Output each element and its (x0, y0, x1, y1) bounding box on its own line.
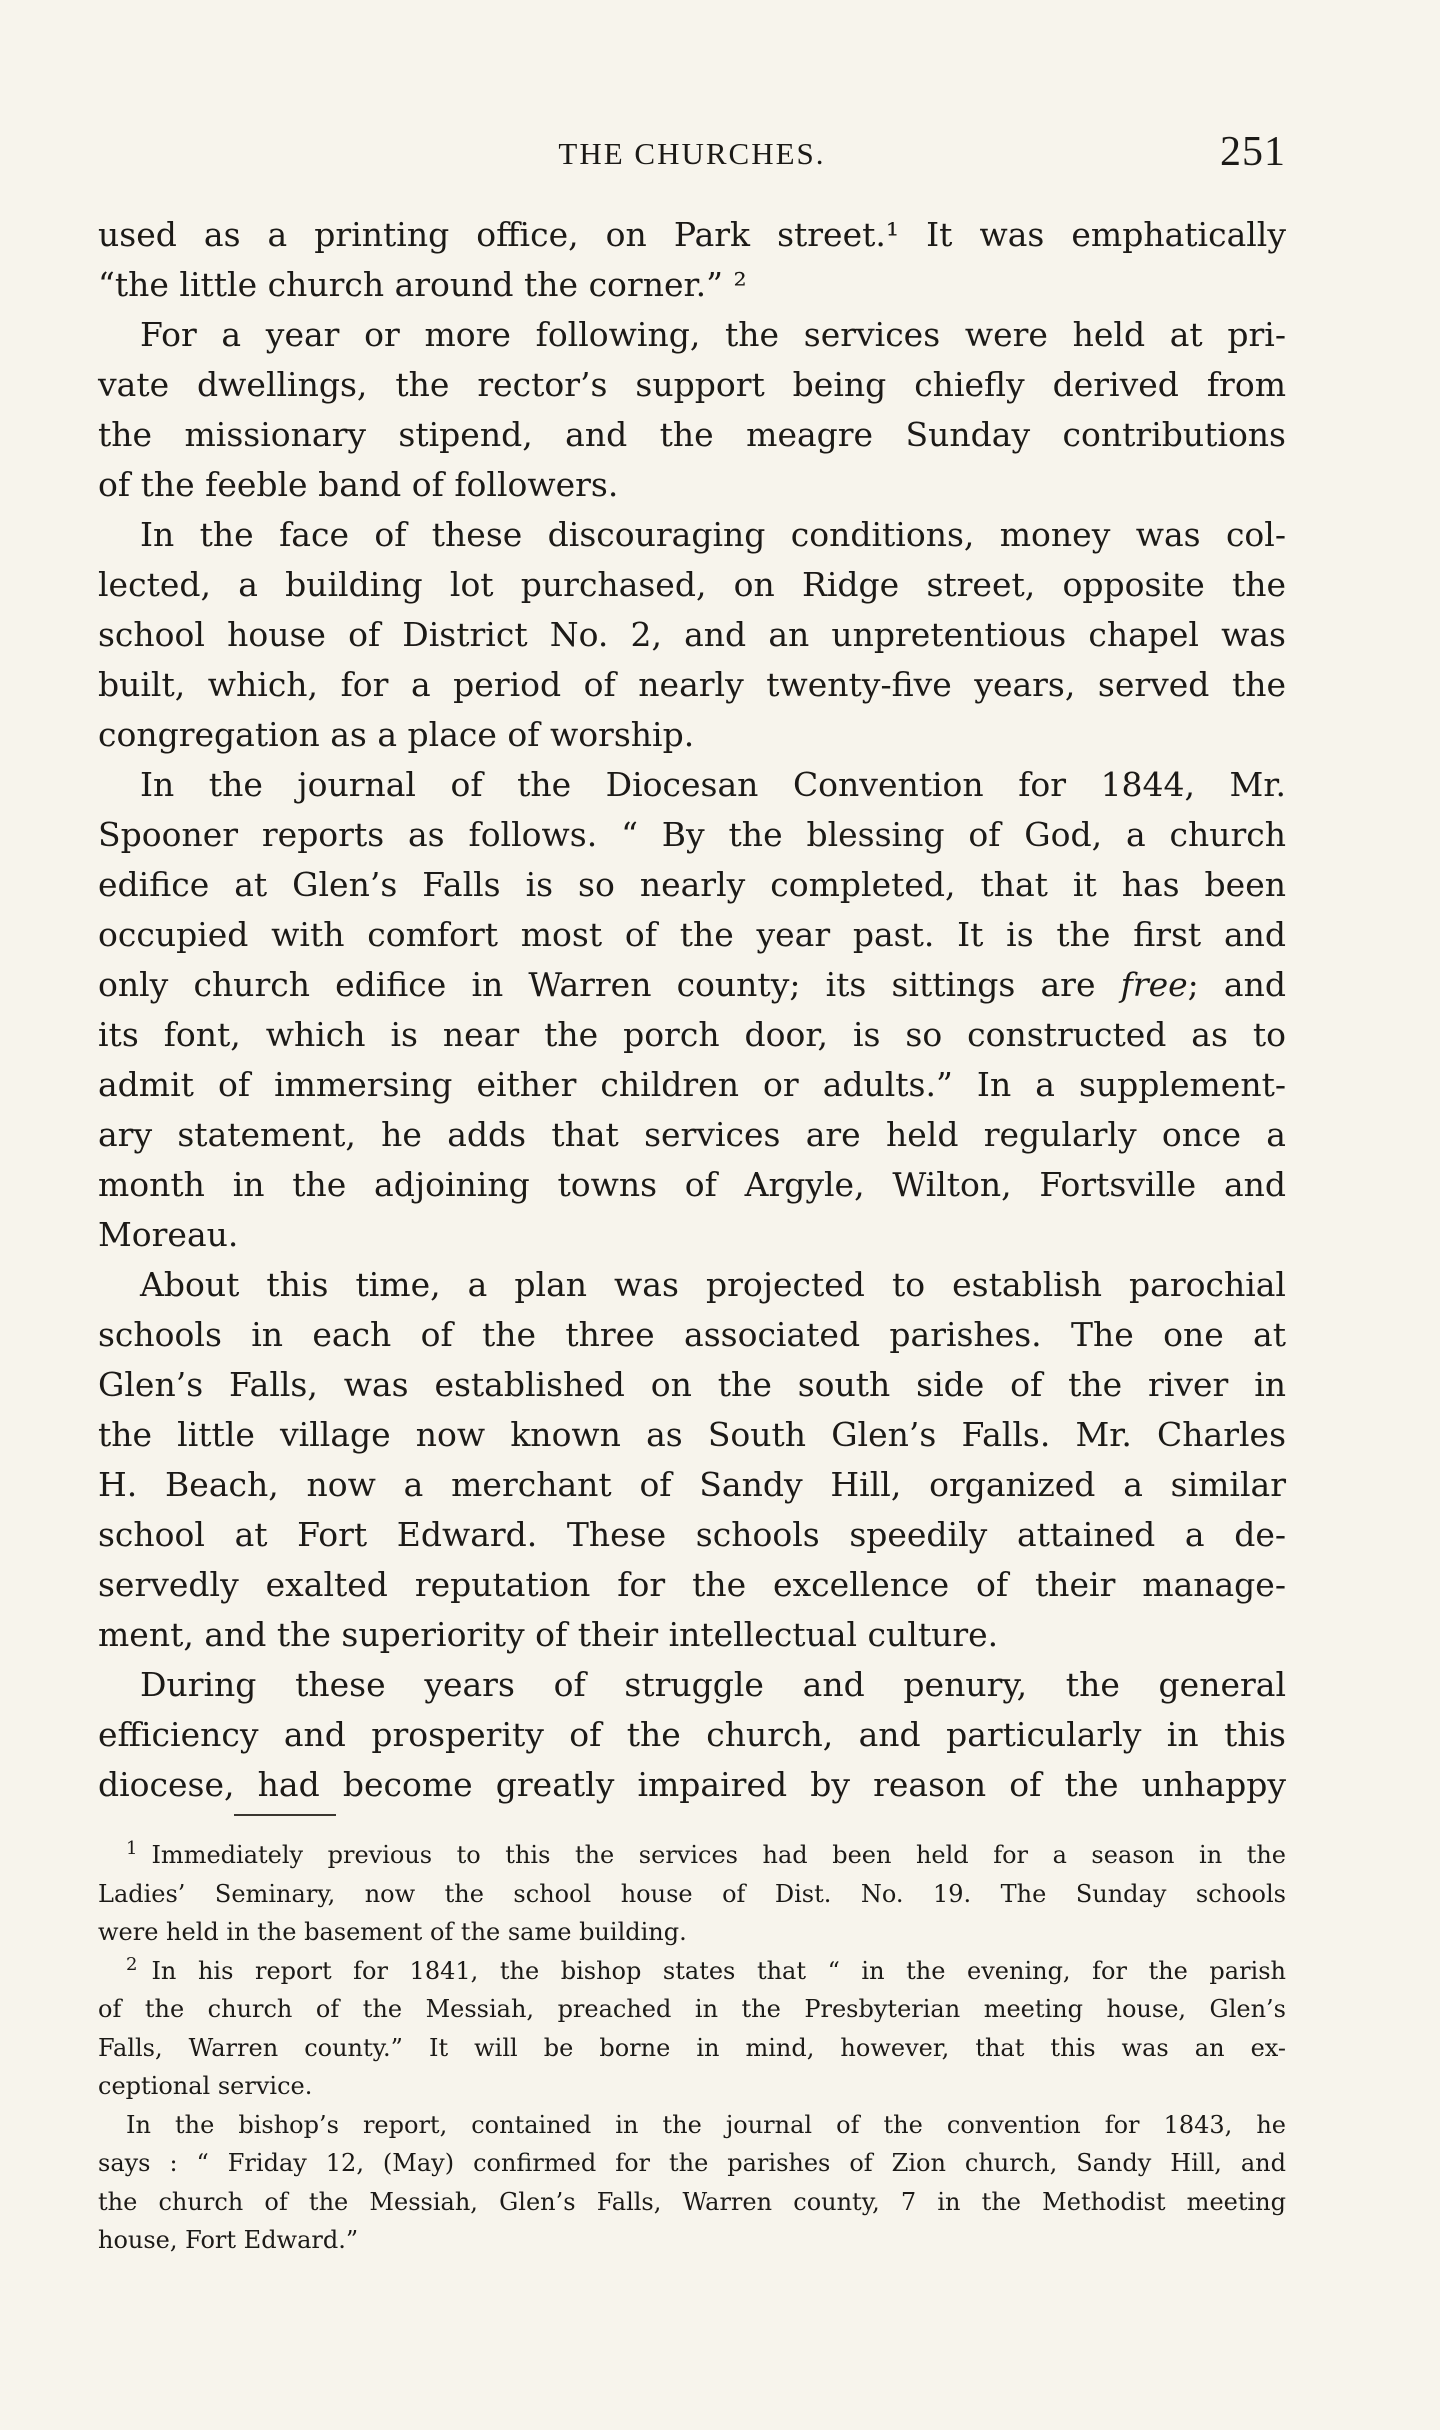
text-line: H. Beach, now a merchant of Sandy Hill, organized a similar (98, 1465, 1286, 1504)
footnote-line: the church of the Messiah, Glen’s Falls, Warren county, 7 in the Methodist meeting (98, 2187, 1286, 2216)
text-segment: ; and (1187, 965, 1286, 1004)
footnote-rule (234, 1814, 336, 1816)
footnote-line (98, 1952, 1286, 1991)
text-line: For a year or more following, the services were held at pri- (140, 315, 1286, 354)
text-line: Spooner reports as follows. “ By the blessing of God, a church (98, 815, 1286, 854)
text-line: school at Fort Edward. These schools speedily attained a de- (98, 1515, 1286, 1554)
body-text (98, 210, 1286, 1810)
text-line: Glen’s Falls, was established on the south side of the river in (98, 1365, 1286, 1404)
text-line: diocese, had become greatly impaired by reason of the unhappy (98, 1765, 1286, 1804)
text-line: ary statement, he adds that services are held regularly once a (98, 1115, 1286, 1154)
footnote-text: Immediately previous to this the services had been held for a season in the (151, 1841, 1286, 1869)
text-line: servedly exalted reputation for the excellence of their manage- (98, 1565, 1286, 1604)
footnote-text: In his report for 1841, the bishop states that “ in the evening, for the parish (151, 1956, 1286, 1985)
text-line: About this time, a plan was projected to establish parochial (140, 1265, 1286, 1304)
text-line: schools in each of the three associated parishes. The one at (98, 1315, 1286, 1354)
footnote-line: house, Fort Edward.” (98, 2226, 359, 2254)
running-title: THE CHURCHES. (558, 136, 826, 171)
text-line: During these years of struggle and penury, the general (140, 1665, 1286, 1704)
text-line: In the journal of the Diocesan Convention for 1844, Mr. (140, 765, 1286, 804)
text-line: “the little church around the corner.” ² (98, 265, 747, 304)
text-line: occupied with comfort most of the year past. It is the first and (98, 915, 1286, 954)
text-segment: only church edifice in Warren county; its sittings are (98, 965, 1096, 1004)
text-line: admit of immersing either children or adults.” In a supplement- (98, 1065, 1286, 1104)
text-line: its font, which is near the porch door, is so constructed as to (98, 1015, 1286, 1054)
text-line: efficiency and prosperity of the church, and particularly in this (98, 1715, 1286, 1754)
italic-word: free (1120, 965, 1188, 1004)
text-line: vate dwellings, the rector’s support being chiefly derived from (98, 365, 1286, 404)
footnote-line (98, 1836, 1286, 1875)
text-line: edifice at Glen’s Falls is so nearly completed, that it has been (98, 865, 1286, 904)
footnote-line: were held in the basement of the same building. (98, 1918, 687, 1946)
text-line: In the face of these discouraging conditions, money was col- (140, 515, 1286, 554)
footnote-line: ceptional service. (98, 2072, 313, 2100)
text-line: school house of District No. 2, and an unpretentious chapel was (98, 615, 1286, 654)
text-line: the little village now known as South Glen’s Falls. Mr. Charles (98, 1415, 1286, 1454)
footnote-line: says : “ Friday 12, (May) confirmed for the parishes of Zion church, Sandy Hill, and (98, 2149, 1286, 2177)
text-line: Moreau. (98, 1215, 239, 1254)
footnote-line: Falls, Warren county.” It will be borne in mind, however, that this was an ex- (98, 2033, 1286, 2062)
footnote-line: Ladies’ Seminary, now the school house of Dist. No. 19. The Sunday schools (98, 1879, 1286, 1908)
text-line: month in the adjoining towns of Argyle, Wilton, Fortsville and (98, 1165, 1286, 1204)
footnote-line: In the bishop’s report, contained in the journal of the convention for 1843, he (126, 2110, 1286, 2139)
text-line: the missionary stipend, and the meagre Sunday contributions (98, 415, 1286, 454)
running-head (98, 128, 1286, 178)
text-line: lected, a building lot purchased, on Ridge street, opposite the (98, 565, 1286, 604)
text-line-with-italic (98, 960, 1286, 1010)
text-line: of the feeble band of followers. (98, 465, 619, 504)
text-line: used as a printing office, on Park street.¹ It was emphatically (98, 215, 1286, 254)
text-line: built, which, for a period of nearly twenty-five years, served the (98, 665, 1286, 704)
footnote-marker: 2 (126, 1953, 138, 1975)
text-line: congregation as a place of worship. (98, 715, 695, 754)
footnotes (98, 1836, 1286, 2260)
page-number: 251 (1220, 129, 1286, 175)
text-line: ment, and the superiority of their intellectual culture. (98, 1615, 999, 1654)
footnote-line: of the church of the Messiah, preached in the Presbyterian meeting house, Glen’s (98, 1995, 1286, 2023)
footnote-marker: 1 (126, 1838, 138, 1859)
